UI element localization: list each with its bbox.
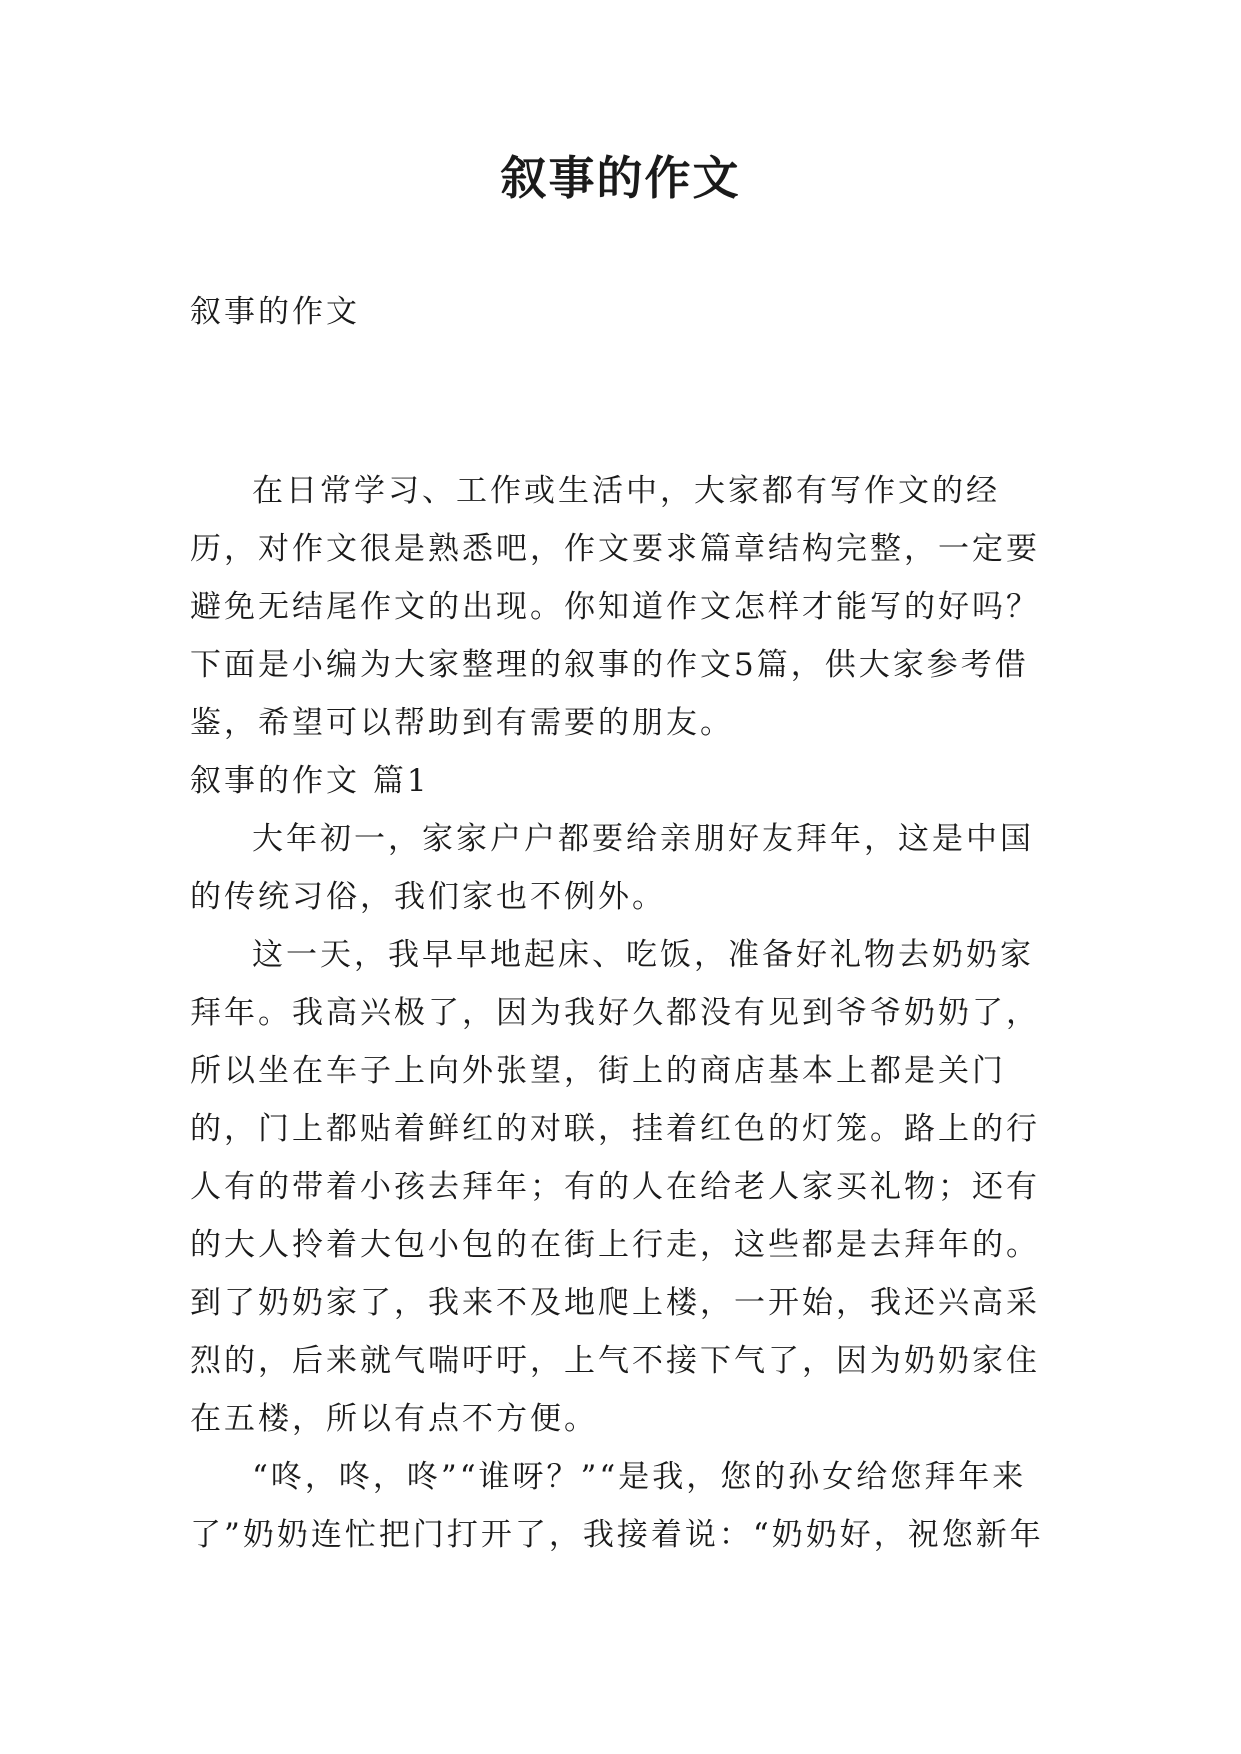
body-paragraph: “咚，咚，咚”“谁呀？”“是我，您的孙女给您拜年来了”奶奶连忙把门打开了，我接着说：“奶奶好，祝您新年 [190, 1459, 1044, 1553]
document-body [190, 462, 1050, 1564]
document-subtitle: 叙事的作文 [190, 294, 360, 330]
body-paragraph: 大年初一，家家户户都要给亲朋好友拜年，这是中国的传统习俗，我们家也不例外。 [190, 821, 1034, 915]
document-title: 叙事的作文 [500, 151, 741, 205]
body-paragraph: 这一天，我早早地起床、吃饭，准备好礼物去奶奶家拜年。我高兴极了，因为我好久都没有见到爷爷奶奶了，所以坐在车子上向外张望，街上的商店基本上都是关门的，门上都贴着鲜红的对联，挂着红色的灯笼。路上的行人有的带着小孩去拜年；有的人在给老人家买礼物；还有的大人拎着大包小包的在街上行走，这些都是去拜年的。到了奶奶家了，我来不及地爬上楼，一开始，我还兴高采烈的，后来就气喘吁吁，上气不接下气了，因为奶奶家住在五楼，所以有点不方便。 [190, 937, 1040, 1437]
section-heading: 叙事的作文 篇1 [190, 763, 430, 799]
intro-paragraph: 在日常学习、工作或生活中，大家都有写作文的经历，对作文很是熟悉吧，作文要求篇章结构完整，一定要避免无结尾作文的出现。你知道作文怎样才能写的好吗？下面是小编为大家整理的叙事的作文5篇，供大家参考借鉴，希望可以帮助到有需要的朋友。 [190, 473, 1040, 741]
